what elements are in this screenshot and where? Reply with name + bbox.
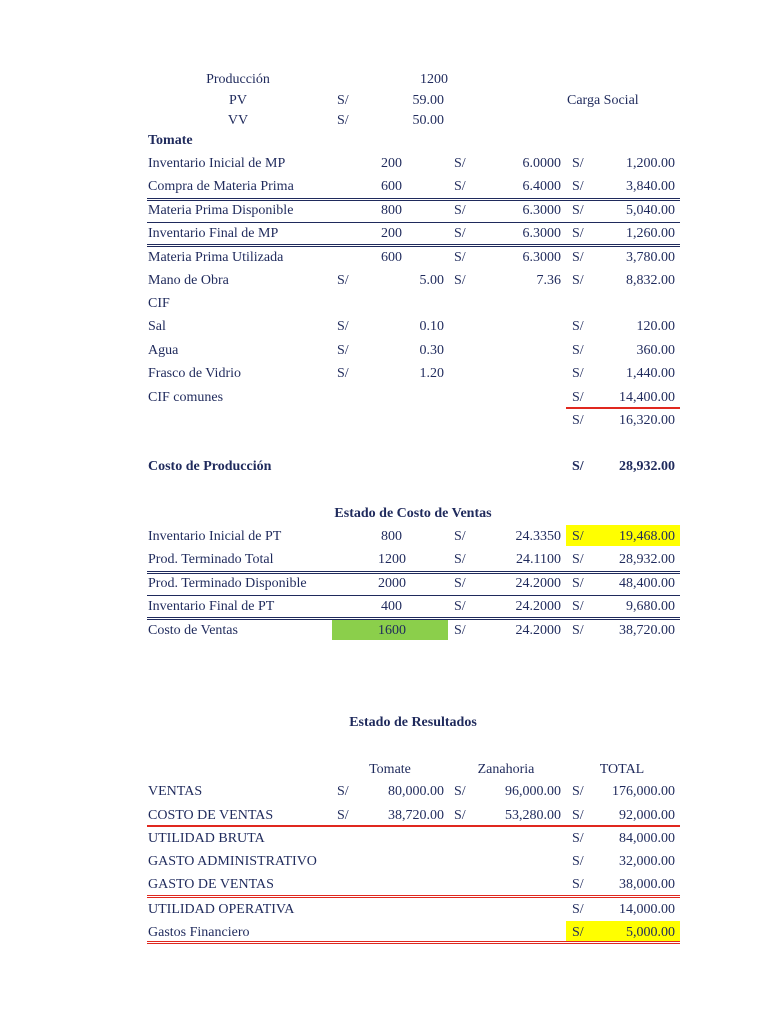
mp-row-unit: 6.3000: [522, 250, 561, 265]
cif-row-label: Sal: [148, 319, 166, 334]
cv-row-total: 28,932.00: [619, 552, 675, 567]
cif-row-currency: S/: [572, 319, 584, 334]
resultados-title: Estado de Resultados: [349, 715, 477, 730]
result-row-currency: S/: [572, 854, 584, 869]
mp-row-currency: S/: [454, 203, 466, 218]
costo-ventas-label: COSTO DE VENTAS: [148, 808, 274, 823]
tomate-title: Tomate: [148, 133, 193, 148]
ventas-zanahoria: 96,000.00: [505, 784, 561, 799]
mp-row-unit: 6.3000: [522, 203, 561, 218]
result-row-label: UTILIDAD BRUTA: [148, 831, 265, 846]
col-header-tomate: Tomate: [369, 762, 411, 777]
red-rule: [566, 407, 680, 409]
mp-row-currency: S/: [572, 179, 584, 194]
cv-row-label: Prod. Terminado Disponible: [148, 576, 307, 591]
vv-currency: S/: [337, 113, 349, 128]
pv-value: 59.00: [412, 93, 444, 108]
result-row-label: Gastos Financiero: [148, 925, 250, 940]
costo-produccion-currency: S/: [572, 459, 584, 474]
result-row-label: GASTO DE VENTAS: [148, 877, 274, 892]
vv-label: VV: [227, 113, 249, 128]
cv-row-total: 9,680.00: [626, 599, 675, 614]
result-row-total: 32,000.00: [619, 854, 675, 869]
cv-row-label: Inventario Final de PT: [148, 599, 275, 614]
result-row-total: 14,000.00: [619, 902, 675, 917]
mp-row-currency: S/: [572, 250, 584, 265]
cv-row-unit: 24.2000: [515, 623, 561, 638]
costo-ventas-total: 92,000.00: [619, 808, 675, 823]
costo-ventas-title: Estado de Costo de Ventas: [334, 506, 492, 521]
result-row-total: 38,000.00: [619, 877, 675, 892]
double-rule: [147, 198, 680, 201]
cif-row-total: 1,440.00: [626, 366, 675, 381]
cif-row-label: Frasco de Vidrio: [148, 366, 241, 381]
cv-row-total: 19,468.00: [619, 529, 675, 544]
mano-obra-unit: 7.36: [536, 273, 561, 288]
costo-ventas-zanahoria: 53,280.00: [505, 808, 561, 823]
mano-obra-rate: 5.00: [419, 273, 444, 288]
result-row-currency: S/: [572, 831, 584, 846]
mp-row-total: 3,780.00: [626, 250, 675, 265]
double-rule: [147, 617, 680, 620]
result-row-currency: S/: [572, 902, 584, 917]
cif-row-total: 120.00: [636, 319, 675, 334]
cif-row-rate: 1.20: [419, 366, 444, 381]
cv-row-label: Prod. Terminado Total: [148, 552, 274, 567]
cif-row-label: Agua: [148, 343, 179, 358]
double-rule: [147, 571, 680, 574]
result-row-label: UTILIDAD OPERATIVA: [148, 902, 295, 917]
cv-row-unit: 24.1100: [516, 552, 561, 567]
cif-comunes-currency: S/: [572, 390, 584, 405]
cv-row-unit: 24.2000: [515, 599, 561, 614]
double-rule: [147, 244, 680, 247]
mp-row-qty: 600: [381, 250, 402, 265]
cif-row-currency: S/: [337, 319, 349, 334]
carga-social-label: Carga Social: [567, 93, 639, 108]
mp-row-currency: S/: [454, 250, 466, 265]
cv-row-currency: S/: [454, 623, 466, 638]
cif-row-currency: S/: [572, 343, 584, 358]
mano-obra-label: Mano de Obra: [148, 273, 229, 288]
produccion-label: Producción: [206, 72, 270, 87]
mp-row-unit: 6.4000: [522, 179, 561, 194]
mp-row-qty: 200: [381, 226, 402, 241]
mp-row-total: 5,040.00: [626, 203, 675, 218]
costo-ventas-currency: S/: [337, 808, 349, 823]
mp-row-currency: S/: [454, 179, 466, 194]
result-row-currency: S/: [572, 877, 584, 892]
cif-total-currency: S/: [572, 413, 584, 428]
single-rule: [147, 595, 680, 596]
cif-label: CIF: [148, 296, 170, 311]
result-row-total: 5,000.00: [626, 925, 675, 940]
cv-row-qty: 2000: [378, 576, 406, 591]
ventas-label: VENTAS: [148, 784, 203, 799]
ventas-total: 176,000.00: [612, 784, 675, 799]
mp-row-currency: S/: [572, 156, 584, 171]
mp-row-currency: S/: [454, 156, 466, 171]
result-row-total: 84,000.00: [619, 831, 675, 846]
cv-row-unit: 24.2000: [515, 576, 561, 591]
cv-row-currency: S/: [572, 576, 584, 591]
red-rule: [147, 825, 680, 827]
mp-row-qty: 600: [381, 179, 402, 194]
pv-label: PV: [229, 93, 247, 108]
cif-row-currency: S/: [572, 366, 584, 381]
cv-row-label: Inventario Inicial de PT: [148, 529, 282, 544]
mp-row-currency: S/: [572, 203, 584, 218]
cv-row-unit: 24.3350: [515, 529, 561, 544]
mp-row-currency: S/: [454, 226, 466, 241]
cif-row-total: 360.00: [636, 343, 675, 358]
cv-row-currency: S/: [454, 576, 466, 591]
cv-row-currency: S/: [572, 623, 584, 638]
costo-produccion-total: 28,932.00: [619, 459, 675, 474]
cv-row-total: 48,400.00: [619, 576, 675, 591]
produccion-value: 1200: [420, 72, 448, 87]
ventas-currency: S/: [572, 784, 584, 799]
ventas-tomate: 80,000.00: [388, 784, 444, 799]
mp-row-unit: 6.0000: [522, 156, 561, 171]
mp-row-unit: 6.3000: [522, 226, 561, 241]
cv-row-label: Costo de Ventas: [148, 623, 238, 638]
mp-row-total: 1,260.00: [626, 226, 675, 241]
mp-row-label: Inventario Final de MP: [148, 226, 279, 241]
mp-row-total: 3,840.00: [626, 179, 675, 194]
cv-row-total: 38,720.00: [619, 623, 675, 638]
cif-total-value: 16,320.00: [619, 413, 675, 428]
col-header-zanahoria: Zanahoria: [477, 762, 535, 777]
mp-row-qty: 800: [381, 203, 402, 218]
cif-row-currency: S/: [337, 343, 349, 358]
pv-currency: S/: [337, 93, 349, 108]
cif-row-rate: 0.30: [419, 343, 444, 358]
costo-ventas-currency: S/: [454, 808, 466, 823]
cif-row-currency: S/: [337, 366, 349, 381]
mano-obra-total: 8,832.00: [626, 273, 675, 288]
cv-row-qty: 1200: [378, 552, 406, 567]
red-double-rule: [147, 941, 680, 944]
cv-row-qty: 400: [381, 599, 402, 614]
mp-row-label: Inventario Inicial de MP: [148, 156, 286, 171]
cv-row-qty: 1600: [378, 623, 406, 638]
cif-row-rate: 0.10: [419, 319, 444, 334]
cv-row-currency: S/: [572, 599, 584, 614]
col-header-total: TOTAL: [599, 762, 645, 777]
costo-ventas-currency: S/: [572, 808, 584, 823]
mp-row-label: Materia Prima Disponible: [148, 203, 294, 218]
mp-row-qty: 200: [381, 156, 402, 171]
mano-obra-currency: S/: [337, 273, 349, 288]
costo-ventas-tomate: 38,720.00: [388, 808, 444, 823]
result-row-currency: S/: [572, 925, 584, 940]
costo-produccion-label: Costo de Producción: [148, 459, 272, 474]
vv-value: 50.00: [412, 113, 444, 128]
single-rule: [147, 222, 680, 223]
cv-row-currency: S/: [572, 552, 584, 567]
mp-row-total: 1,200.00: [626, 156, 675, 171]
cv-row-currency: S/: [454, 552, 466, 567]
mano-obra-currency: S/: [454, 273, 466, 288]
ventas-currency: S/: [337, 784, 349, 799]
mano-obra-currency: S/: [572, 273, 584, 288]
mp-row-label: Compra de Materia Prima: [148, 179, 294, 194]
cif-comunes-label: CIF comunes: [148, 390, 224, 405]
cv-row-currency: S/: [454, 599, 466, 614]
cv-row-qty: 800: [381, 529, 402, 544]
result-row-label: GASTO ADMINISTRATIVO: [148, 854, 317, 869]
red-double-rule: [147, 895, 680, 898]
mp-row-currency: S/: [572, 226, 584, 241]
cif-comunes-total: 14,400.00: [619, 390, 675, 405]
mp-row-label: Materia Prima Utilizada: [148, 250, 284, 265]
ventas-currency: S/: [454, 784, 466, 799]
cv-row-currency: S/: [454, 529, 466, 544]
cv-row-currency: S/: [572, 529, 584, 544]
